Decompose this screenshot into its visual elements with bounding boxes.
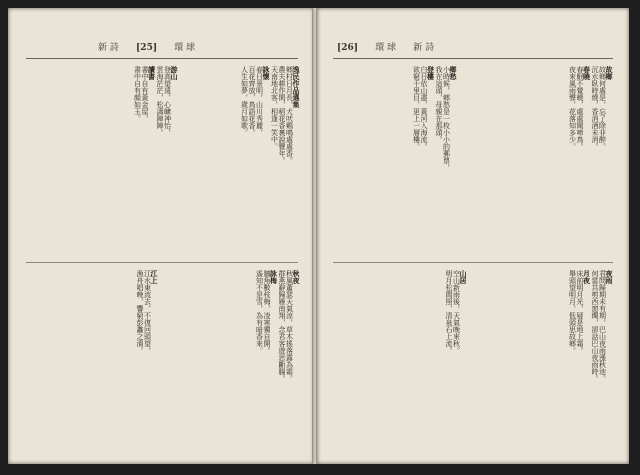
poem-title: 月夜 bbox=[582, 270, 592, 284]
poem-title: 秋夜 bbox=[292, 270, 301, 284]
poem-line: 牆角數枝梅，凌寒獨自開。 bbox=[263, 270, 271, 354]
poem-line: 江水東流去，不復回頭望， bbox=[143, 270, 152, 354]
poem-line: 天南地北客，相逢一笑中。 bbox=[270, 66, 279, 150]
poem-line: 欲窮千里目，更上一層樓。 bbox=[412, 66, 421, 150]
poem-line: 夜來風雨聲，花落知多少。 bbox=[568, 66, 577, 150]
left-upper-block-1 bbox=[188, 66, 300, 256]
poem-line: 遙知不是雪，為有暗香來。 bbox=[255, 270, 264, 354]
right-header-rule bbox=[333, 58, 613, 59]
left-page-section: 新 詩 bbox=[98, 43, 119, 53]
poem-title: 故鄉 bbox=[605, 66, 614, 80]
poem-line: 我在這頭，母親在那頭。 bbox=[435, 66, 443, 143]
poem-line: 舉頭望明月，低頭思故鄉。 bbox=[568, 270, 577, 354]
poem-line: 沉水臥時燒，香消酒未消。 bbox=[591, 66, 599, 150]
right-lower-block-2 bbox=[333, 270, 467, 455]
poem-line: 春日景明，山川秀麗， bbox=[255, 66, 264, 136]
poem-line: 百花齊放，鳥語花香。 bbox=[248, 66, 256, 136]
right-page-section: 新 詩 bbox=[413, 43, 435, 53]
poem-title: 山居 bbox=[459, 270, 468, 284]
poem-line: 小時候，鄉愁是一枚小小的郵票， bbox=[442, 66, 451, 171]
poem-title: 游山 bbox=[170, 66, 179, 80]
poem-line: 農夫耕作閑，稻花香裏說豐年。 bbox=[278, 66, 286, 164]
poem-title: 夜雨 bbox=[605, 270, 614, 284]
left-upper-block-2 bbox=[28, 66, 178, 256]
poem-line: 鄉村日月長，犬吠鷄鳴處處香。 bbox=[285, 66, 294, 164]
left-lower-block-2 bbox=[28, 270, 158, 455]
left-section-divider bbox=[26, 262, 298, 263]
poem-title: 詠懷 bbox=[262, 66, 271, 80]
left-page-number: [25] bbox=[136, 43, 158, 53]
right-upper-block-2 bbox=[333, 66, 457, 256]
poem-line: 白日依山盡，黃河入海流。 bbox=[420, 66, 428, 150]
right-page-header bbox=[337, 40, 434, 54]
poem-line: 床前明月光，疑是地上霜。 bbox=[576, 270, 584, 354]
poem-line: 君問歸期未有期，巴山夜雨漲秋池。 bbox=[598, 270, 607, 382]
left-lower-block-1 bbox=[168, 270, 300, 455]
right-upper-block-1 bbox=[467, 66, 613, 256]
poem-line: 明月松間照，清泉石上流。 bbox=[445, 270, 453, 354]
poem-line: 雲海茫茫，松濤陣陣。 bbox=[156, 66, 164, 136]
poem-title: 讀書 bbox=[147, 66, 157, 80]
right-page bbox=[316, 8, 629, 464]
right-lower-block-1 bbox=[477, 270, 613, 455]
poem-title: 春曉 bbox=[582, 66, 592, 80]
poem-line: 空山新雨後，天氣晚來秋。 bbox=[452, 270, 461, 354]
poem-title: 逸民作品選集 bbox=[292, 66, 301, 108]
right-section-divider bbox=[333, 262, 613, 263]
left-page bbox=[8, 8, 315, 464]
poem-line: 漁舟唱晚，響窮彭蠡之濱。 bbox=[136, 270, 144, 354]
poem-line: 春眠不覺曉，處處聞啼鳥。 bbox=[576, 66, 584, 150]
poem-line: 人生如夢，歲月如歌。 bbox=[240, 66, 249, 136]
left-page-header bbox=[98, 40, 195, 54]
poem-title: 江上 bbox=[150, 270, 159, 284]
right-page-series: 環 球 bbox=[375, 43, 397, 53]
left-page-series: 環 球 bbox=[174, 43, 196, 53]
poem-line: 何當共剪西窗燭，卻話巴山夜雨時。 bbox=[591, 270, 599, 382]
poem-title: 登樓 bbox=[426, 66, 436, 80]
right-page-number: [26] bbox=[337, 43, 359, 53]
poem-title: 詠梅 bbox=[269, 270, 279, 284]
left-header-rule bbox=[26, 58, 298, 59]
poem-title: 鄉愁 bbox=[449, 66, 458, 80]
poem-line: 故鄉何處是，忘了除非醉。 bbox=[598, 66, 607, 150]
poem-line: 群燕辭歸雁南翔，念君客遊思斷腸。 bbox=[278, 270, 286, 382]
poem-line: 秋風蕭瑟天氣涼，草木搖落露為霜。 bbox=[285, 270, 294, 382]
poem-line: 書中自有黃金屋， bbox=[141, 66, 149, 122]
poem-line: 登高望遠，心曠神怡， bbox=[163, 66, 172, 136]
poem-line: 書中自有顏如玉。 bbox=[133, 66, 142, 122]
